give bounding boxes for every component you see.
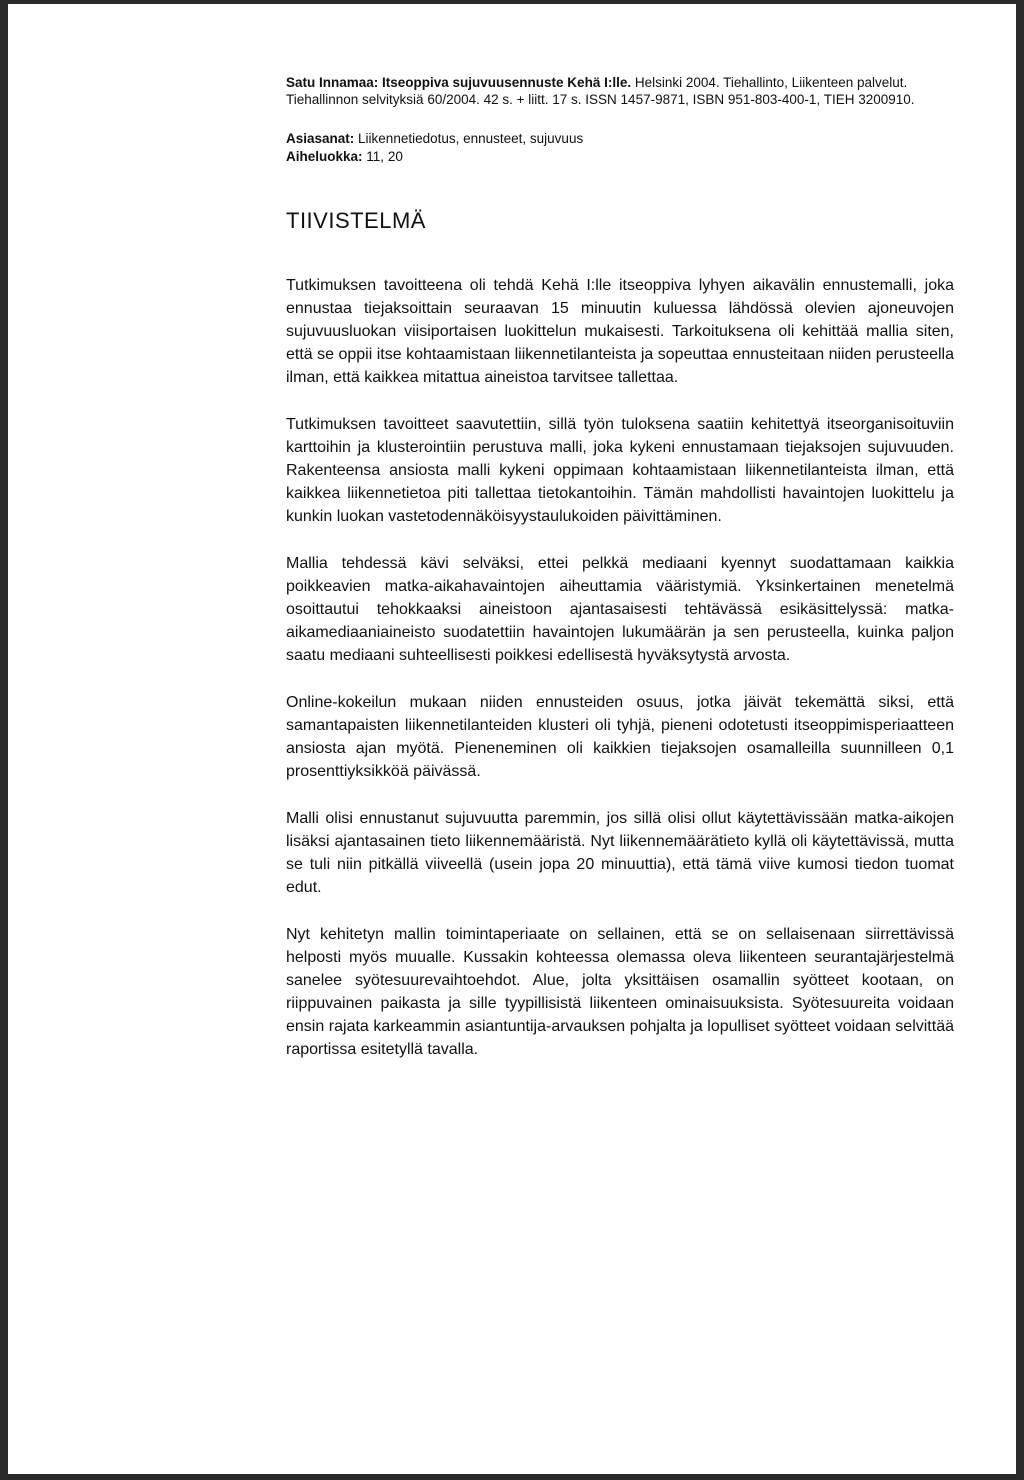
metadata-block xyxy=(286,130,954,166)
keywords-label: Asiasanat: xyxy=(286,131,355,146)
subject-class-label: Aiheluokka: xyxy=(286,149,363,164)
abstract-paragraph-2: Tutkimuksen tavoitteet saavutettiin, sillä työn tuloksena saatiin kehitettyä itseorganisoituviin karttoihin ja klusterointiin perustuva malli, joka kykeni ennustamaan tiejaksojen sujuvuuden. Rakenteensa ansiosta malli kykeni oppimaan kohtaamistaan liikennetilanteista ilman, että kaikkea liikennetietoa piti tallettaa tietokantoihin. Tämän mahdollisti havaintojen luokittelu ja kunkin luokan vastetodennäköisyystaulukoiden päivittäminen. xyxy=(286,416,954,525)
abstract-paragraph-1: Tutkimuksen tavoitteena oli tehdä Kehä I:lle itseoppiva lyhyen aikavälin ennustemalli, joka ennustaa tiejaksoittain seuraavan 15 minuutin kuluessa lähdössä olevien ajoneuvojen sujuvuusluokan viisiportaisen luokittelun mukaisesti. Tarkoituksena oli kehittää mallia siten, että se oppii itse kohtaamistaan liikennetilanteista ja sopeuttaa ennusteitaan niiden perusteella ilman, että kaikkea mitattua aineistoa tarvitsee tallettaa. xyxy=(286,277,954,386)
keywords-value: Liikennetiedotus, ennusteet, sujuvuus xyxy=(358,131,584,146)
abstract-paragraph-6: Nyt kehitetyn mallin toimintaperiaate on sellainen, että se on sellaisenaan siirrettävissä helposti myös muualle. Kussakin kohteessa olemassa oleva liikenteen seurantajärjestelmä sanelee syötesuurevaihtoehdot. Alue, jolta yksittäisen osamallin syötteet kootaan, on riippuvainen paikasta ja sille tyypillisistä liikenteen ominaisuuksista. Syötesuureita voidaan ensin rajata karkeammin asiantuntija-arvauksen pohjalta ja lopulliset syötteet voidaan selvittää raportissa esitetyllä tavalla. xyxy=(286,926,954,1058)
abstract-body xyxy=(286,274,954,1061)
abstract-paragraph-3: Mallia tehdessä kävi selväksi, ettei pelkkä mediaani kyennyt suodattamaan kaikkia poikkeavien matka-aikahavaintojen aiheuttamia vääristymiä. Yksinkertainen menetelmä osoittautui tehokkaaksi aineistoon ajantasaisesti tehtävässä esikäsittelyssä: matka-aikamediaaniaineisto suodatettiin havaintojen lukumäärän ja sen perusteella, kuinka paljon saatu mediaani suhteellisesti poikkesi edellisestä hyväksytystä arvosta. xyxy=(286,555,954,664)
page-content xyxy=(286,74,954,1085)
document-page xyxy=(8,4,1016,1474)
subject-class-value: 11, 20 xyxy=(366,149,403,164)
author-and-title: Satu Innamaa: Itseoppiva sujuvuusennuste Kehä I:lle. xyxy=(286,75,632,90)
abstract-heading: TIIVISTELMÄ xyxy=(286,208,426,233)
abstract-paragraph-5: Malli olisi ennustanut sujuvuutta paremmin, jos sillä olisi ollut käytettävissään matka-aikojen lisäksi ajantasainen tieto liikennemääristä. Nyt liikennemäärätieto kyllä oli käytettävissä, mutta se tuli niin pitkällä viiveellä (usein jopa 20 minuuttia), että tämä viive kumosi tiedon tuomat edut. xyxy=(286,810,954,896)
bibliographic-reference xyxy=(286,74,954,108)
abstract-paragraph-4: Online-kokeilun mukaan niiden ennusteiden osuus, jotka jäivät tekemättä siksi, että samantapaisten liikennetilanteiden klusteri oli tyhjä, pieneni odotetusti itseoppimisperiaatteen ansiosta ajan myötä. Pieneneminen oli kaikkien tiejaksojen osamalleilla suunnilleen 0,1 prosenttiyksikköä päivässä. xyxy=(286,694,954,780)
subject-class-row xyxy=(286,148,954,166)
publication-details: Helsinki 2004. Tiehallinto, Liikenteen palvelut. Tiehallinnon selvityksiä 60/2004. 42 s. + liitt. 17 s. ISSN 1457-9871, ISBN 951-803-400-1, TIEH 3200910. xyxy=(286,75,915,107)
keywords-row xyxy=(286,130,954,148)
